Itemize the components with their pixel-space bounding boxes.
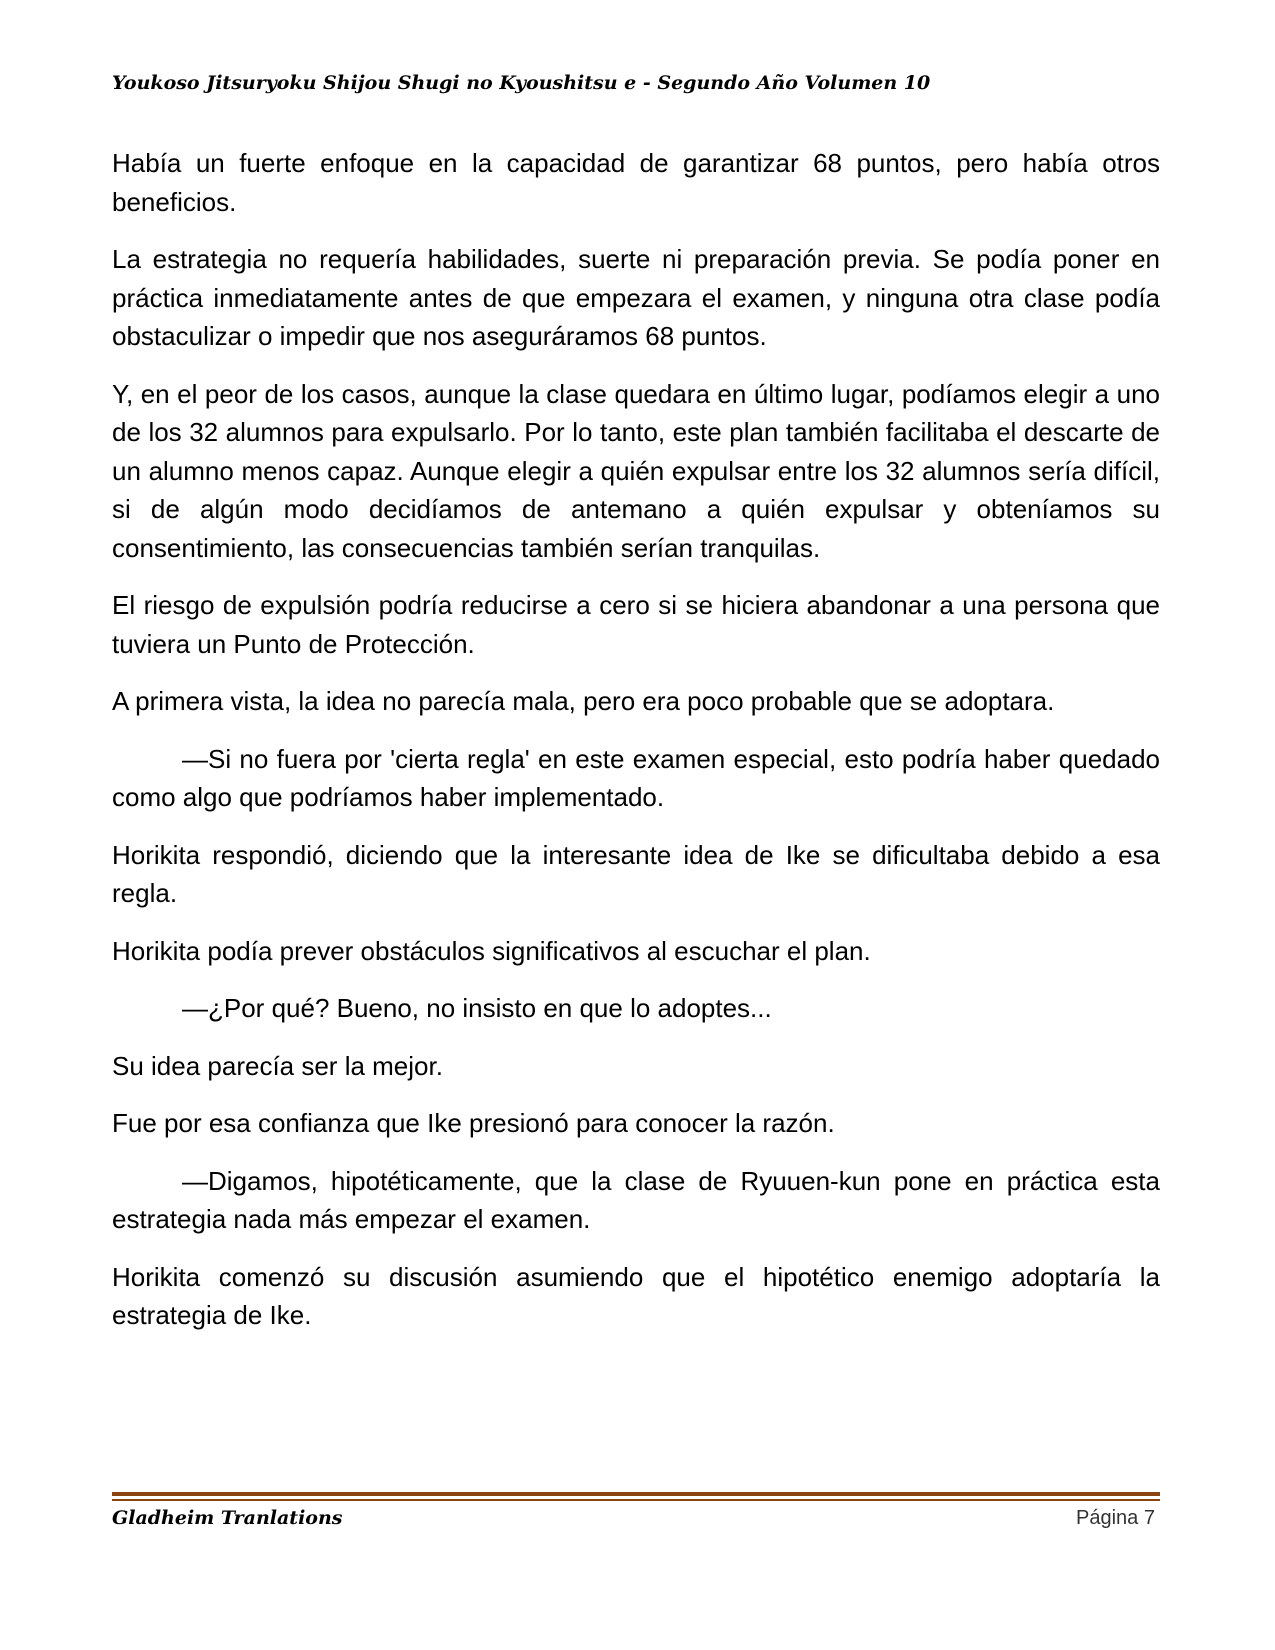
paragraph: Horikita comenzó su discusión asumiendo que el hipotético enemigo adoptaría la estrategia de Ike. (112, 1261, 1160, 1330)
page-header: Youkoso Jitsuryoku Shijou Shugi no Kyoushitsu e - Segundo Año Volumen 10 (112, 72, 931, 94)
paragraph: Y, en el peor de los casos, aunque la clase quedara en último lugar, podíamos elegir a uno de los 32 alumnos para expulsarlo. Por lo tanto, este plan también facilitaba el descarte de un alumno menos capaz. Aunque elegir a quién expulsar entre los 32 alumnos sería difícil, si de algún modo decidíamos de antemano a quién expulsar y obteníamos su consentimiento, las consecuencias también serían tranquilas. (112, 378, 1160, 563)
footer-rule-thin (112, 1499, 1160, 1501)
paragraph: Horikita podía prever obstáculos significativos al escuchar el plan. (112, 935, 871, 966)
dialogue-paragraph: —Si no fuera por 'cierta regla' en este examen especial, esto podría haber quedado como algo que podríamos haber implementado. (112, 743, 1160, 812)
paragraph: A primera vista, la idea no parecía mala, pero era poco probable que se adoptara. (112, 686, 1055, 716)
paragraph: Había un fuerte enfoque en la capacidad de garantizar 68 puntos, pero había otros beneficios. (112, 148, 1160, 217)
paragraph: La estrategia no requería habilidades, suerte ni preparación previa. Se podía poner en práctica inmediatamente antes de que empezara el examen, y ninguna otra clase podía obstaculizar o impedir que nos aseguráramos 68 puntos. (112, 244, 1160, 351)
footer-rule-thick (112, 1492, 1160, 1496)
body-text (112, 144, 1160, 1354)
dialogue-paragraph: —Digamos, hipotéticamente, que la clase de Ryuuen-kun pone en práctica esta estrategia nada más empezar el examen. (112, 1165, 1160, 1234)
paragraph: Su idea parecía ser la mejor. (112, 1050, 443, 1081)
paragraph: Fue por esa confianza que Ike presionó para conocer la razón. (112, 1108, 835, 1138)
paragraph: Horikita respondió, diciendo que la interesante idea de Ike se dificultaba debido a esa regla. (112, 839, 1160, 908)
footer-credit: Gladheim Tranlations (112, 1507, 343, 1529)
paragraph: El riesgo de expulsión podría reducirse a cero si se hiciera abandonar a una persona que tuviera un Punto de Protección. (112, 590, 1160, 659)
page-number: Página 7 (1076, 1507, 1155, 1529)
dialogue-paragraph: —¿Por qué? Bueno, no insisto en que lo adoptes... (182, 993, 772, 1023)
